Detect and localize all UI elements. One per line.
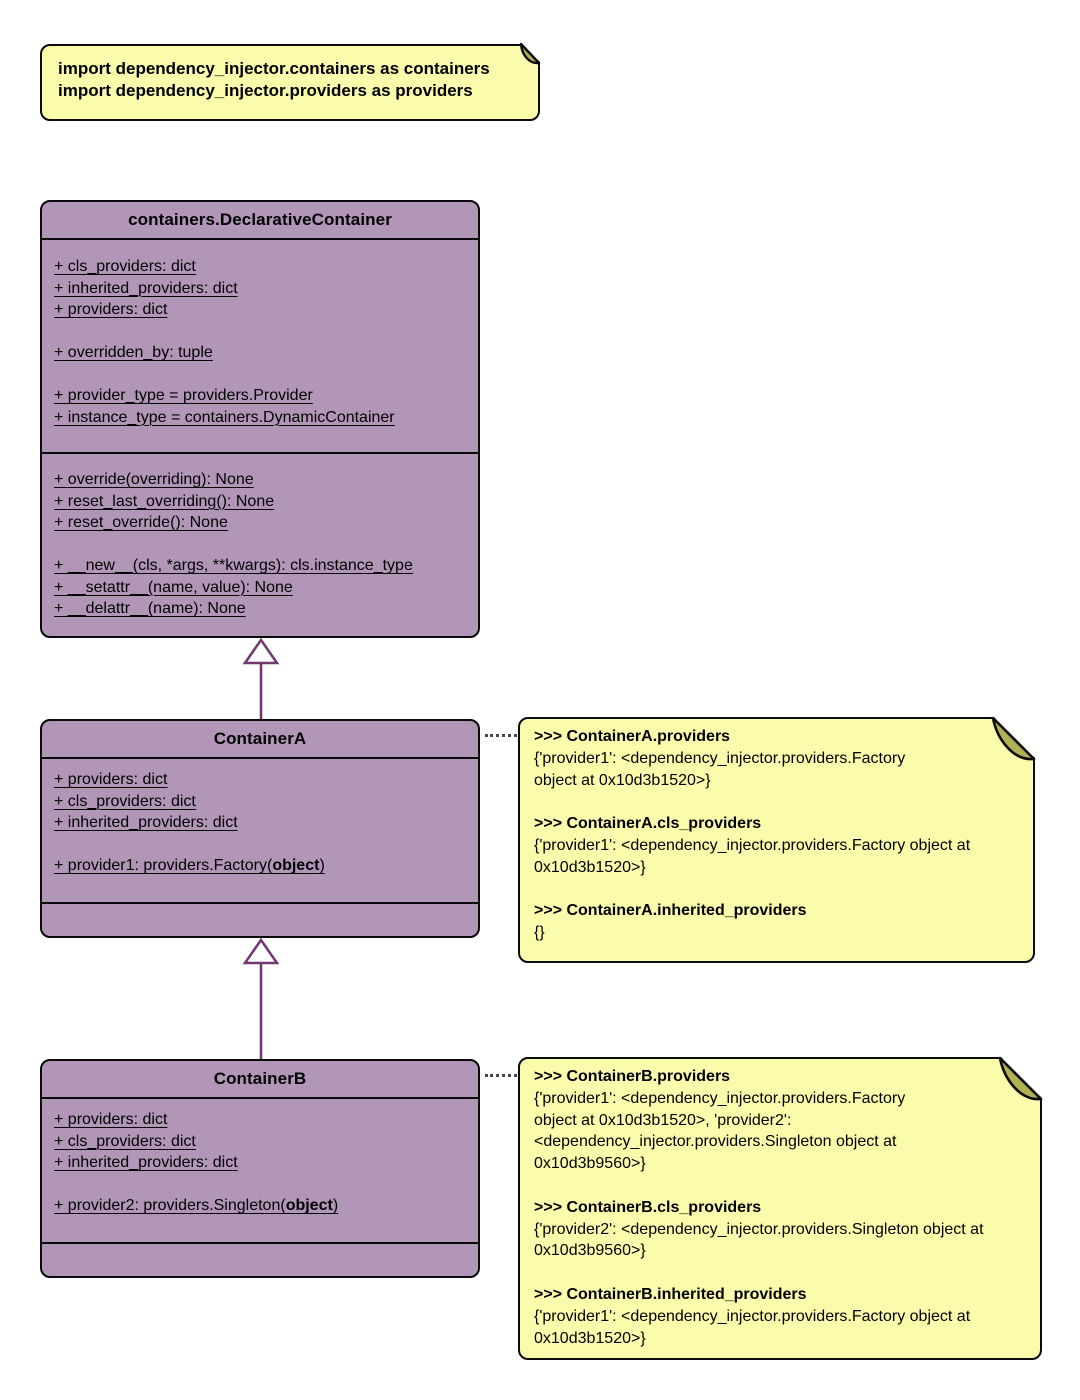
attribute-line: + provider_type = providers.Provider [54, 387, 313, 404]
inheritance-arrow-a [239, 637, 283, 721]
console-line: 0x10d3b9560>} [534, 1155, 646, 1173]
inheritance-arrow-b [239, 937, 283, 1061]
note-connector-a [485, 734, 517, 737]
console-output [520, 719, 1033, 944]
imports-note-text [42, 46, 538, 102]
console-line: >>> ContainerB.inherited_providers [534, 1285, 807, 1303]
attribute-line: + overridden_by: tuple [54, 344, 213, 361]
note-fold-icon [514, 43, 541, 70]
class-title: ContainerA [42, 721, 478, 759]
console-line: {} [534, 924, 545, 942]
console-line: object at 0x10d3b1520>} [534, 771, 711, 789]
attribute-line: + cls_providers: dict [54, 1132, 196, 1150]
console-line: >>> ContainerB.cls_providers [534, 1198, 762, 1216]
attribute-line: + inherited_providers: dict [54, 1154, 238, 1171]
attribute-line: + provider2: providers.Singleton(object) [54, 1197, 339, 1214]
note-fold-icon [983, 716, 1036, 769]
console-line: <dependency_injector.providers.Singleton object at [534, 1133, 897, 1151]
console-line: 0x10d3b1520>} [534, 1329, 646, 1347]
attribute-line: + providers: dict [54, 1111, 168, 1128]
method-line: + __new__(cls, *args, **kwargs): cls.instance_type [54, 557, 413, 574]
imports-note [40, 44, 540, 121]
console-output [520, 1059, 1040, 1349]
console-line: >>> ContainerA.inherited_providers [534, 902, 807, 920]
attribute-line: + provider1: providers.Factory(object) [54, 857, 325, 874]
class-title: containers.DeclarativeContainer [42, 202, 478, 240]
container-a-console-note [518, 717, 1035, 963]
method-line: + __delattr__(name): None [54, 600, 246, 617]
class-container-b [40, 1059, 480, 1278]
method-line: + reset_override(): None [54, 514, 228, 531]
class-attributes [42, 240, 478, 454]
console-line: {'provider1': <dependency_injector.providers.Factory object at [534, 836, 971, 854]
attribute-line: + providers: dict [54, 771, 168, 788]
console-line: {'provider1': <dependency_injector.providers.Factory object at [534, 1307, 971, 1325]
console-line: {'provider2': <dependency_injector.providers.Singleton object at [534, 1220, 984, 1238]
class-attributes [42, 1099, 478, 1244]
attribute-line: + cls_providers: dict [54, 258, 196, 275]
console-line: object at 0x10d3b1520>, 'provider2': [534, 1111, 792, 1129]
class-methods-empty [42, 904, 478, 937]
console-line: 0x10d3b9560>} [534, 1242, 646, 1260]
attribute-line: + inherited_providers: dict [54, 814, 238, 831]
console-line: 0x10d3b1520>} [534, 858, 646, 876]
method-line: + reset_last_overriding(): None [54, 492, 275, 510]
attribute-line: + providers: dict [54, 301, 168, 318]
attribute-line: + cls_providers: dict [54, 792, 196, 810]
console-line: >>> ContainerA.cls_providers [534, 815, 762, 833]
console-line: {'provider1': <dependency_injector.providers.Factory [534, 1089, 906, 1107]
class-methods [42, 454, 478, 620]
note-connector-b [485, 1074, 517, 1077]
method-line: + __setattr__(name, value): None [54, 578, 293, 596]
console-line: >>> ContainerB.providers [534, 1068, 731, 1085]
class-declarative-container [40, 200, 480, 638]
console-line: >>> ContainerA.providers [534, 728, 731, 745]
attribute-line: + instance_type = containers.DynamicContainer [54, 408, 395, 426]
import-statement: import dependency_injector.containers as containers [58, 59, 490, 78]
class-methods-empty [42, 1244, 478, 1277]
method-line: + override(overriding): None [54, 471, 254, 488]
import-statement: import dependency_injector.providers as providers [58, 81, 473, 100]
class-container-a [40, 719, 480, 938]
attribute-line: + inherited_providers: dict [54, 279, 238, 297]
container-b-console-note [518, 1057, 1042, 1360]
console-line: {'provider1': <dependency_injector.providers.Factory [534, 749, 906, 767]
class-attributes [42, 759, 478, 904]
class-title: ContainerB [42, 1061, 478, 1099]
note-fold-icon [990, 1056, 1043, 1109]
